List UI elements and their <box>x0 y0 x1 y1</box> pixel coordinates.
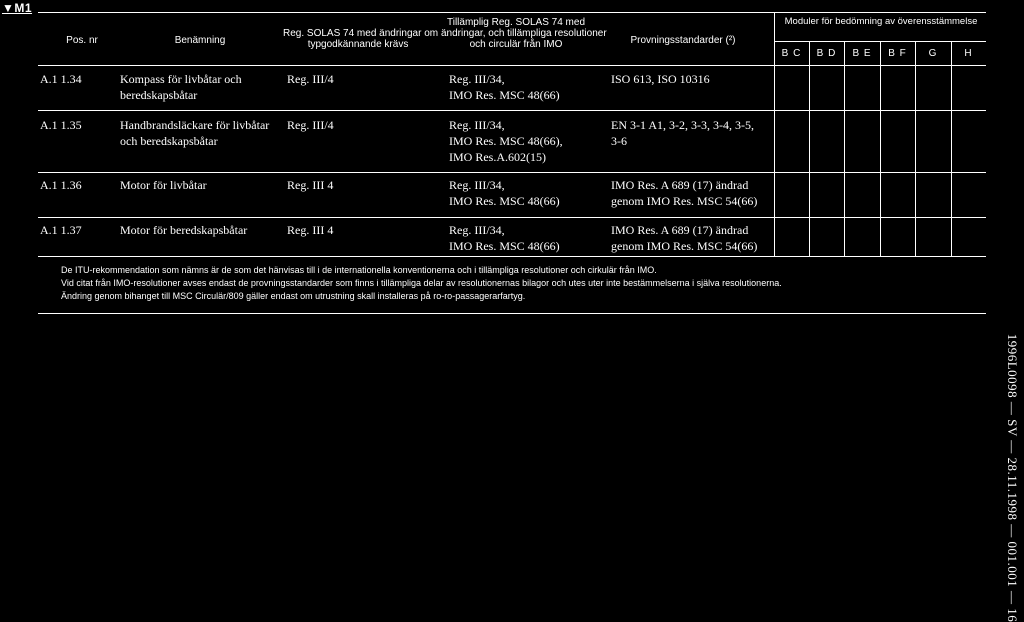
row-37-pos: A.1 1.37 <box>40 223 82 237</box>
row-34-name: Kompass för livbåtar och beredskapsbåtar <box>120 72 242 102</box>
row-34-applicable: Reg. III/34, IMO Res. MSC 48(66) <box>449 72 560 102</box>
row-35-reg: Reg. III/4 <box>287 118 334 132</box>
row-36-standards: IMO Res. A 689 (17) ändrad genom IMO Res. MSC 54(66) <box>611 178 758 208</box>
amendment-marker: ▼M1 <box>2 1 33 15</box>
row-35-name: Handbrandsläckare för livbåtar och beredskapsbåtar <box>120 118 270 148</box>
footnote-imo-citations: Vid citat från IMO-resolutioner avses endast de provningsstandarder som finns i tillämpliga delar av resolutionernas bilagor och utes uter inte bestämmelserna i själva resolutionerna. <box>61 278 782 288</box>
header-reg-solas: Reg. SOLAS 74 med ändringar om typgodkännande krävs <box>283 28 439 50</box>
module-be: B E <box>852 48 872 59</box>
module-bf: B F <box>888 48 907 59</box>
footnote-itu: De ITU-rekommendation som nämns är de som det hänvisas till i de internationella konventionerna och i tillämpliga resolutioner och cirkulär från IMO. <box>61 265 657 275</box>
module-h: H <box>964 48 973 59</box>
module-g: G <box>928 48 938 59</box>
header-benamning: Benämning <box>174 35 226 46</box>
row-35-applicable: Reg. III/34, IMO Res. MSC 48(66), IMO Res.A.602(15) <box>449 118 563 164</box>
row-37-applicable: Reg. III/34, IMO Res. MSC 48(66) <box>449 223 560 253</box>
row-37-name: Motor för beredskapsbåtar <box>120 223 248 237</box>
footnote-msc-circular: Ändring genom bihanget till MSC Circulär/809 gäller endast om utrustning skall installeras på ro-ro-passagerarfartyg. <box>61 291 526 301</box>
document-identifier: 1996L0098 — SV — 28.11.1998 — 001.001 — 16 <box>1005 333 1020 622</box>
header-provningsstandarder: Provningsstandarder (²) <box>630 35 736 46</box>
row-37-reg: Reg. III 4 <box>287 223 334 237</box>
row-36-applicable: Reg. III/34, IMO Res. MSC 48(66) <box>449 178 560 208</box>
row-36-pos: A.1 1.36 <box>40 178 82 192</box>
module-bc: B C <box>781 48 802 59</box>
header-moduler: Moduler för bedömning av överensstämmelse <box>784 16 978 27</box>
row-34-reg: Reg. III/4 <box>287 72 334 86</box>
header-pos-nr: Pos. nr <box>66 35 98 46</box>
row-35-standards: EN 3-1 A1, 3-2, 3-3, 3-4, 3-5, 3-6 <box>611 118 754 148</box>
row-36-reg: Reg. III 4 <box>287 178 334 192</box>
row-34-pos: A.1 1.34 <box>40 72 82 86</box>
header-tillamplig: Tillämplig Reg. SOLAS 74 med ändringar, och tillämpliga resolutioner och circulär från IMO <box>441 17 607 50</box>
row-34-standards: ISO 613, ISO 10316 <box>611 72 710 86</box>
row-36-name: Motor för livbåtar <box>120 178 207 192</box>
module-bd: B D <box>816 48 837 59</box>
row-37-standards: IMO Res. A 689 (17) ändrad genom IMO Res. MSC 54(66) <box>611 223 758 253</box>
row-35-pos: A.1 1.35 <box>40 118 82 132</box>
